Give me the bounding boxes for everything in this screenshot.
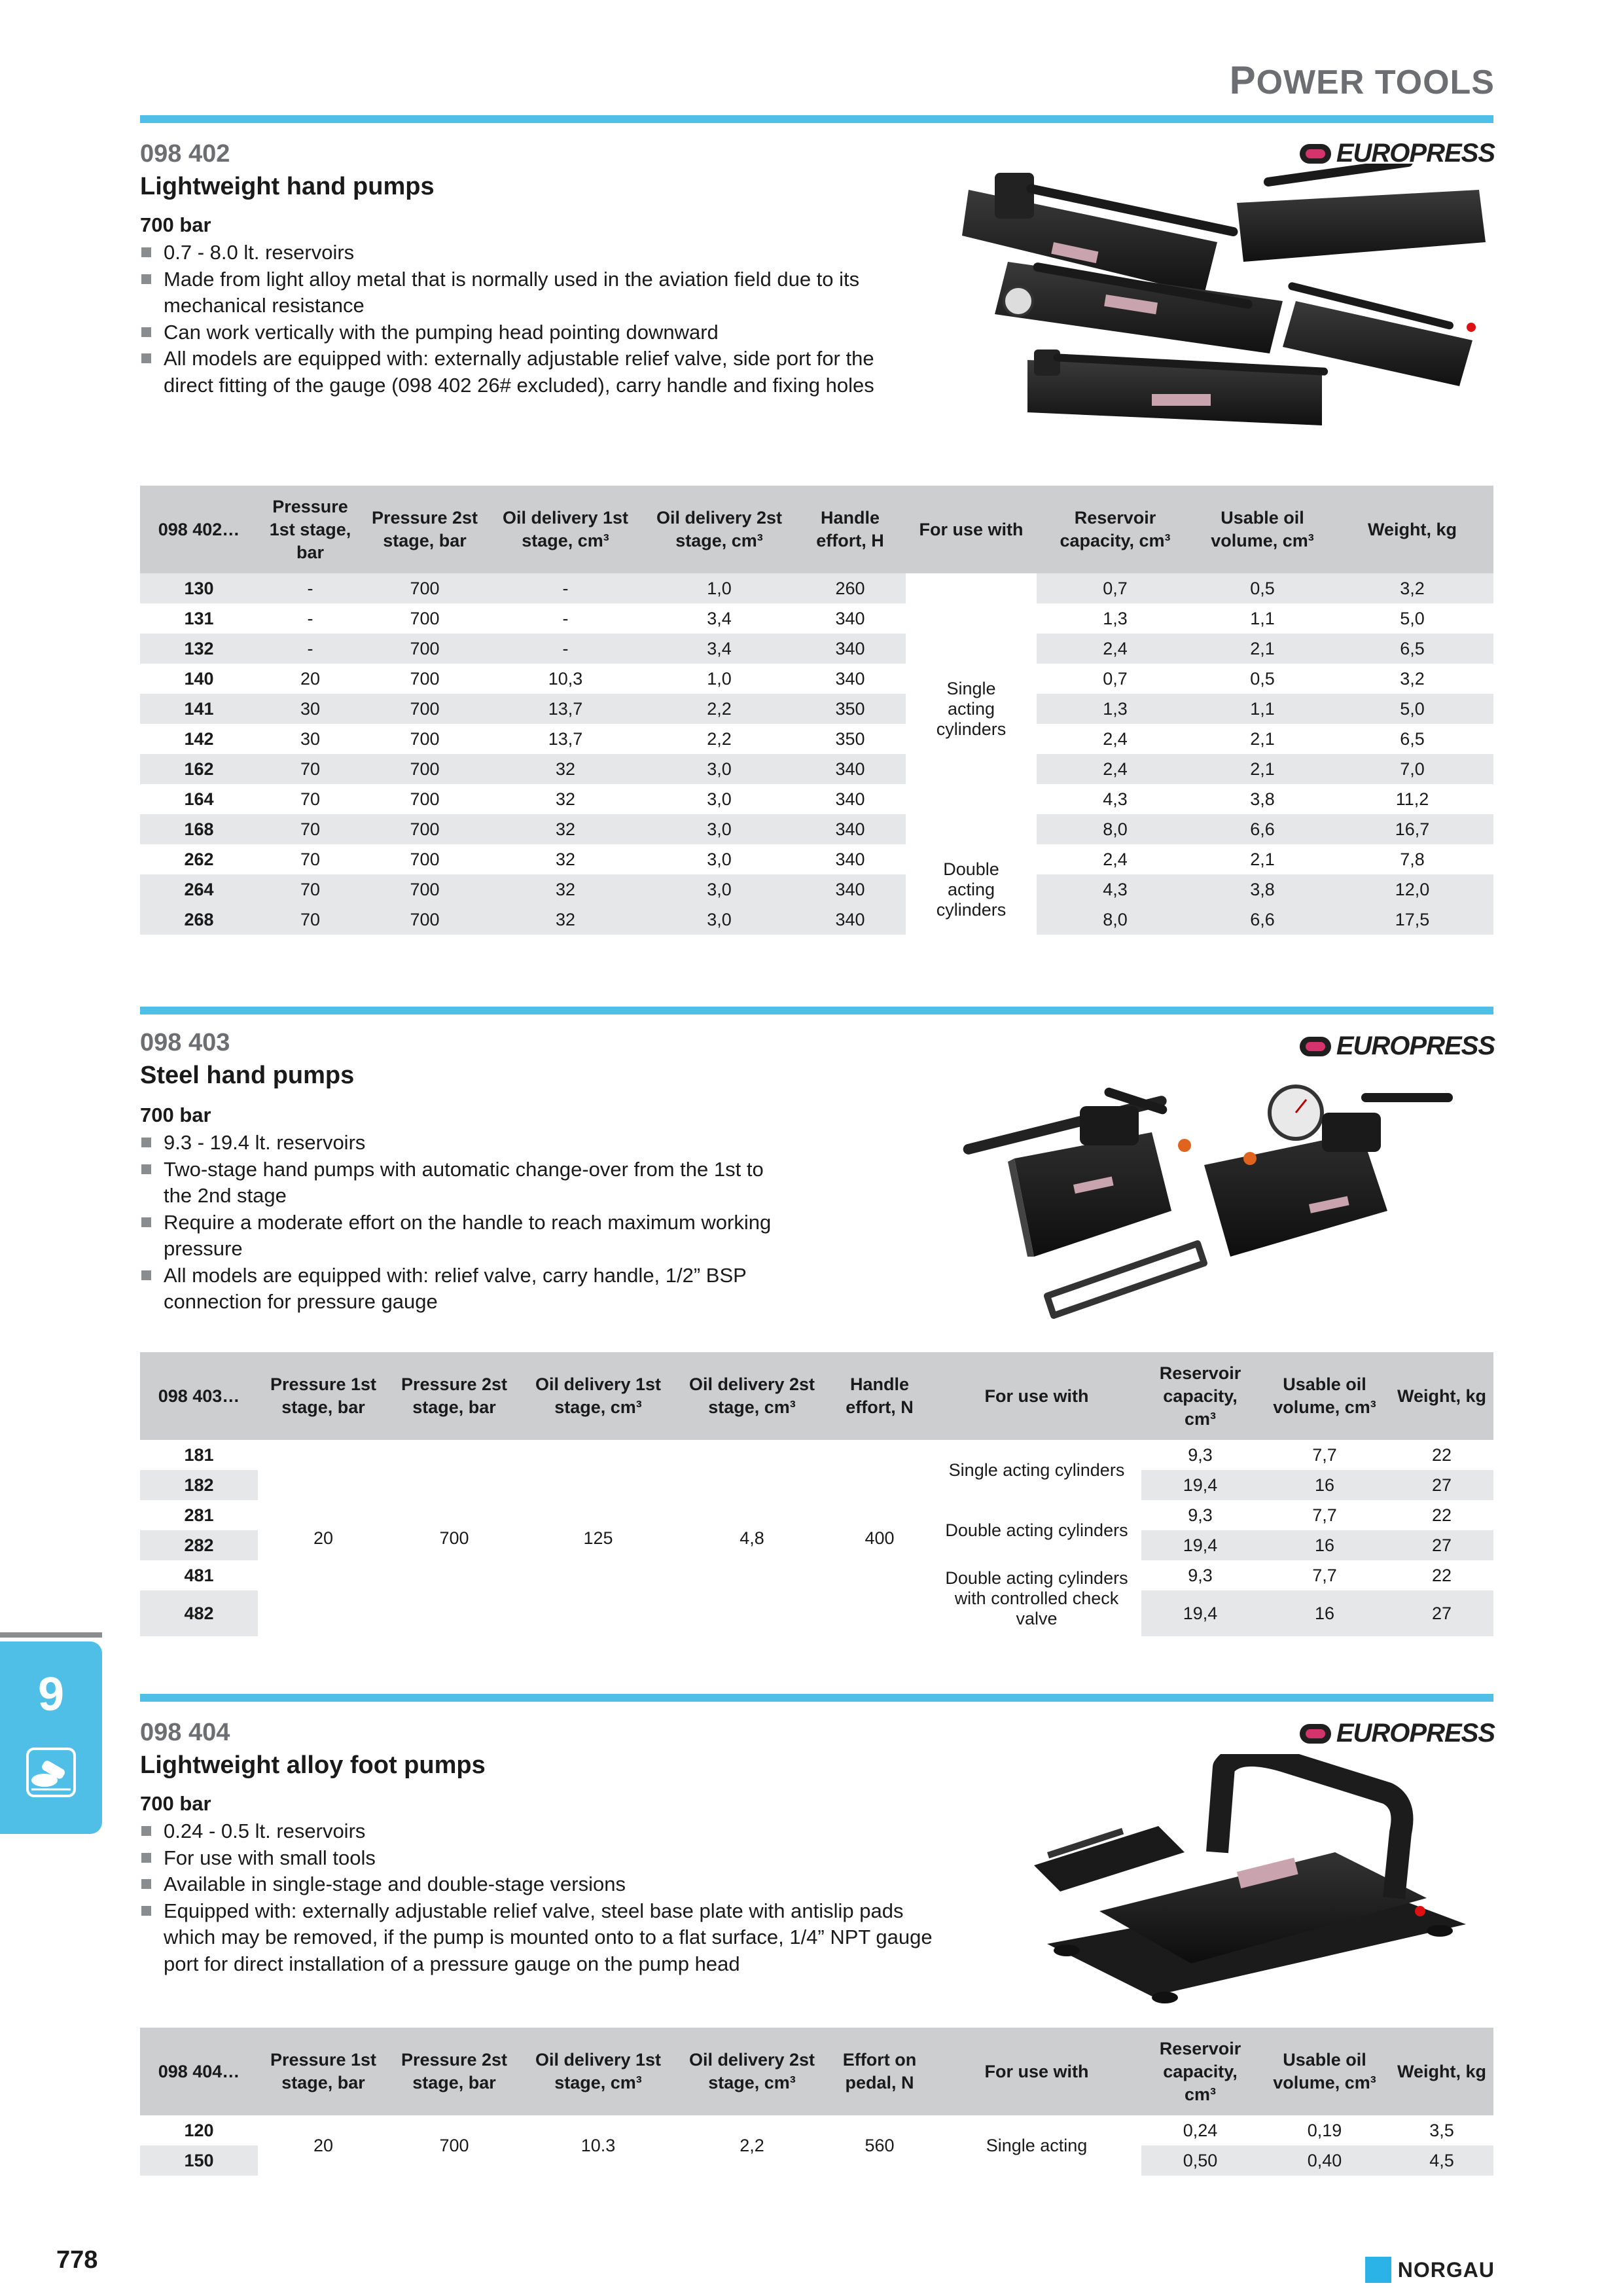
table-cell: 12,0 bbox=[1331, 874, 1493, 905]
table-cell: 19,4 bbox=[1141, 1530, 1259, 1560]
table-row bbox=[140, 844, 1493, 874]
table-cell: 700 bbox=[389, 2115, 520, 2176]
feature-item: All models are equipped with: externally adjustable relief valve, side port for the direct fitting of the gauge (098 402 26# excluded), carry handle and fixing holes bbox=[140, 346, 912, 399]
product-title: Steel hand pumps bbox=[140, 1062, 355, 1089]
product-code: 098 404 bbox=[140, 1719, 230, 1746]
table-cell: 7,7 bbox=[1312, 1444, 1337, 1465]
col-header: Handle effort, H bbox=[794, 486, 906, 573]
section-divider bbox=[140, 1007, 1493, 1014]
grinder-icon bbox=[25, 1746, 77, 1799]
table-cell: 7,8 bbox=[1400, 849, 1425, 869]
table-cell: 19,4 bbox=[1141, 1470, 1259, 1500]
product-code: 098 403 bbox=[140, 1029, 230, 1056]
spec-table-098-404 bbox=[140, 2028, 1493, 2176]
table-cell: 2,2 bbox=[677, 2115, 827, 2176]
table-cell: 27 bbox=[1390, 1590, 1493, 1636]
table-row bbox=[140, 573, 1493, 603]
table-cell: 5,0 bbox=[1331, 694, 1493, 724]
table-cell: 350 bbox=[835, 728, 865, 749]
col-header: For use with bbox=[932, 2028, 1141, 2115]
table-cell: 700 bbox=[410, 668, 440, 689]
product-title: Lightweight hand pumps bbox=[140, 173, 435, 200]
table-cell: 2,4 bbox=[1103, 849, 1128, 869]
europress-mark-icon bbox=[1300, 1037, 1331, 1056]
table-cell: 400 bbox=[827, 1440, 932, 1636]
use-with-cell: Single acting cylinders bbox=[932, 1440, 1141, 1500]
table-cell: 4,8 bbox=[677, 1440, 827, 1636]
table-cell: 7,7 bbox=[1312, 1565, 1337, 1585]
table-cell: 1,3 bbox=[1037, 694, 1194, 724]
table-cell: 560 bbox=[827, 2115, 932, 2176]
table-cell: 3,0 bbox=[707, 849, 732, 869]
table-cell: 70 bbox=[258, 754, 363, 784]
table-cell: 131 bbox=[184, 608, 214, 628]
norgau-mark-icon bbox=[1365, 2257, 1391, 2283]
table-cell: 700 bbox=[410, 728, 440, 749]
table-cell: 1,1 bbox=[1194, 694, 1331, 724]
table-cell: 182 bbox=[140, 1470, 258, 1500]
table-cell: 162 bbox=[140, 754, 258, 784]
table-cell: 3,0 bbox=[644, 905, 794, 935]
col-header: Weight, kg bbox=[1390, 2028, 1493, 2115]
table-cell: 168 bbox=[140, 814, 258, 844]
chapter-number: 9 bbox=[37, 1668, 65, 1721]
table-cell: 2,4 bbox=[1037, 754, 1194, 784]
table-cell: 5,0 bbox=[1400, 608, 1425, 628]
table-cell: - bbox=[307, 608, 313, 628]
table-row bbox=[140, 724, 1493, 754]
spec-table-098-402 bbox=[140, 486, 1493, 935]
col-header: 098 402… bbox=[140, 486, 258, 573]
table-cell: 700 bbox=[389, 1440, 520, 1636]
col-header: 098 403… bbox=[140, 1352, 258, 1440]
table-cell: 32 bbox=[487, 874, 644, 905]
table-cell: 32 bbox=[487, 754, 644, 784]
table-cell: 141 bbox=[140, 694, 258, 724]
table-row bbox=[140, 634, 1493, 664]
col-header: Pressure 1st stage, bar bbox=[258, 2028, 389, 2115]
table-cell: 181 bbox=[184, 1444, 214, 1465]
table-cell: 700 bbox=[363, 573, 487, 603]
feature-item: For use with small tools bbox=[140, 1845, 952, 1872]
table-cell: 264 bbox=[140, 874, 258, 905]
use-with-cell: Double acting cylinders with controlled check valve bbox=[932, 1560, 1141, 1636]
col-header: Reservoir capacity, cm³ bbox=[1141, 2028, 1259, 2115]
col-header: Pressure 1st stage, bar bbox=[258, 486, 363, 573]
pressure-rating: 700 bar bbox=[140, 1792, 211, 1815]
table-cell: 2,4 bbox=[1037, 634, 1194, 664]
table-row bbox=[140, 814, 1493, 844]
feature-item: 9.3 - 19.4 lt. reservoirs bbox=[140, 1130, 781, 1157]
table-cell: - bbox=[487, 634, 644, 664]
table-cell: 27 bbox=[1390, 1470, 1493, 1500]
col-header: Pressure 2st stage, bar bbox=[389, 2028, 520, 2115]
table-cell: 13,7 bbox=[548, 728, 583, 749]
col-header: Weight, kg bbox=[1390, 1352, 1493, 1440]
table-cell: 150 bbox=[140, 2145, 258, 2176]
feature-item: Two-stage hand pumps with automatic change-over from the 1st to the 2nd stage bbox=[140, 1157, 781, 1210]
table-cell: 6,5 bbox=[1400, 728, 1425, 749]
table-cell: 140 bbox=[184, 668, 214, 689]
table-cell: 3,0 bbox=[644, 874, 794, 905]
table-cell: 120 bbox=[184, 2120, 214, 2140]
table-cell: 22 bbox=[1431, 1505, 1452, 1525]
col-header: Pressure 2st stage, bar bbox=[363, 486, 487, 573]
pressure-rating: 700 bar bbox=[140, 1103, 211, 1126]
table-row bbox=[140, 754, 1493, 784]
table-row bbox=[140, 664, 1493, 694]
table-cell: 1,0 bbox=[644, 573, 794, 603]
feature-item: All models are equipped with: relief valve, carry handle, 1/2” BSP connection for pressure gauge bbox=[140, 1263, 781, 1316]
table-cell: 2,2 bbox=[707, 728, 732, 749]
feature-item: Available in single-stage and double-stage versions bbox=[140, 1871, 952, 1898]
col-header: Oil delivery 2st stage, cm³ bbox=[644, 486, 794, 573]
col-header: Pressure 2st stage, bar bbox=[389, 1352, 520, 1440]
table-cell: 282 bbox=[140, 1530, 258, 1560]
table-cell: 340 bbox=[794, 905, 906, 935]
feature-item: Can work vertically with the pumping head pointing downward bbox=[140, 319, 912, 346]
col-header: Pressure 1st stage, bar bbox=[258, 1352, 389, 1440]
table-cell: 13,7 bbox=[487, 694, 644, 724]
hand-pumps-photo bbox=[955, 164, 1492, 445]
table-cell: 700 bbox=[410, 849, 440, 869]
table-cell: 2,1 bbox=[1194, 634, 1331, 664]
foot-pump-photo bbox=[1021, 1754, 1479, 2016]
table-cell: 3,4 bbox=[644, 634, 794, 664]
table-cell: 700 bbox=[363, 874, 487, 905]
table-cell: 164 bbox=[184, 789, 214, 809]
table-cell: 268 bbox=[140, 905, 258, 935]
table-cell: 340 bbox=[794, 874, 906, 905]
feature-list bbox=[140, 1130, 781, 1316]
table-cell: 4,3 bbox=[1037, 874, 1194, 905]
europress-mark-icon bbox=[1300, 144, 1331, 164]
table-cell: 9,3 bbox=[1188, 1505, 1213, 1525]
table-cell: 1,1 bbox=[1250, 608, 1275, 628]
table-cell: 125 bbox=[520, 1440, 677, 1636]
table-cell: 0,7 bbox=[1037, 573, 1194, 603]
table-cell: 3,2 bbox=[1331, 573, 1493, 603]
table-cell: 22 bbox=[1431, 1565, 1452, 1585]
feature-item: Made from light alloy metal that is normally used in the aviation field due to its mechanical resistance bbox=[140, 266, 912, 319]
feature-item: 0.7 - 8.0 lt. reservoirs bbox=[140, 240, 912, 266]
table-cell: 6,6 bbox=[1194, 814, 1331, 844]
table-cell: 0,7 bbox=[1103, 668, 1128, 689]
col-header: Oil delivery 1st stage, cm³ bbox=[487, 486, 644, 573]
table-cell: 2,2 bbox=[644, 694, 794, 724]
spec-table-098-403 bbox=[140, 1352, 1493, 1636]
table-cell: 2,1 bbox=[1250, 728, 1275, 749]
chapter-tab[interactable] bbox=[0, 1641, 102, 1834]
table-cell: - bbox=[562, 608, 569, 628]
col-header: Handle effort, N bbox=[827, 1352, 932, 1440]
use-with-cell: Single acting bbox=[932, 2115, 1141, 2176]
table-cell: 340 bbox=[835, 608, 865, 628]
table-cell: 2,1 bbox=[1250, 849, 1275, 869]
product-code: 098 402 bbox=[140, 140, 230, 168]
table-cell: 6,5 bbox=[1331, 634, 1493, 664]
table-row bbox=[140, 905, 1493, 935]
table-row bbox=[140, 784, 1493, 814]
table-cell: 0,24 bbox=[1183, 2120, 1218, 2140]
table-cell: 11,2 bbox=[1395, 789, 1429, 809]
table-cell: 700 bbox=[410, 789, 440, 809]
table-cell: 27 bbox=[1390, 1530, 1493, 1560]
table-cell: 340 bbox=[794, 814, 906, 844]
table-cell: 0,5 bbox=[1194, 573, 1331, 603]
feature-item: Equipped with: externally adjustable relief valve, steel base plate with antislip pads which may be removed, if the pump is mounted onto to a flat surface, 1/4” NPT gauge port for direct installation of a pressure gauge on the pump head bbox=[140, 1898, 952, 1978]
europress-logo: EUROPRESS bbox=[1300, 139, 1495, 168]
table-cell: 10.3 bbox=[520, 2115, 677, 2176]
table-cell: 30 bbox=[300, 728, 321, 749]
section-title: POWER TOOLS bbox=[1229, 58, 1495, 102]
table-cell: 2,4 bbox=[1103, 728, 1128, 749]
table-cell: 16 bbox=[1259, 1590, 1390, 1636]
table-row bbox=[140, 1440, 1493, 1470]
table-cell: - bbox=[258, 573, 363, 603]
use-with-cell: Single acting cylinders bbox=[906, 573, 1037, 844]
table-cell: 19,4 bbox=[1141, 1590, 1259, 1636]
table-cell: 3,0 bbox=[707, 789, 732, 809]
table-cell: 20 bbox=[258, 1440, 389, 1636]
table-cell: 4,3 bbox=[1103, 789, 1128, 809]
europress-logo: EUROPRESS bbox=[1300, 1719, 1495, 1748]
table-row bbox=[140, 874, 1493, 905]
table-cell: 700 bbox=[363, 905, 487, 935]
table-cell: 3,0 bbox=[644, 814, 794, 844]
use-with-cell: Double acting cylinders bbox=[906, 844, 1037, 935]
norgau-logo: NORGAU bbox=[1365, 2257, 1495, 2283]
table-cell: 20 bbox=[300, 668, 321, 689]
table-cell: 481 bbox=[184, 1565, 214, 1585]
col-header: Oil delivery 1st stage, cm³ bbox=[520, 1352, 677, 1440]
use-with-cell: Double acting cylinders bbox=[932, 1500, 1141, 1560]
table-cell: 350 bbox=[794, 694, 906, 724]
feature-list bbox=[140, 240, 912, 399]
table-cell: 482 bbox=[140, 1590, 258, 1636]
table-cell: 32 bbox=[555, 849, 576, 869]
table-cell: 70 bbox=[300, 789, 321, 809]
col-header: Reservoir capacity, cm³ bbox=[1141, 1352, 1259, 1440]
table-cell: 0,40 bbox=[1259, 2145, 1390, 2176]
table-row bbox=[140, 603, 1493, 634]
table-cell: 70 bbox=[258, 905, 363, 935]
col-header: Oil delivery 2st stage, cm³ bbox=[677, 2028, 827, 2115]
table-cell: 7,0 bbox=[1331, 754, 1493, 784]
table-cell: 340 bbox=[794, 754, 906, 784]
table-cell: 30 bbox=[258, 694, 363, 724]
col-header: Usable oil volume, cm³ bbox=[1194, 486, 1331, 573]
col-header: 098 404… bbox=[140, 2028, 258, 2115]
product-title: Lightweight alloy foot pumps bbox=[140, 1751, 486, 1779]
col-header: Usable oil volume, cm³ bbox=[1259, 1352, 1390, 1440]
table-cell: 700 bbox=[363, 754, 487, 784]
table-cell: 0,19 bbox=[1307, 2120, 1342, 2140]
table-cell: 3,8 bbox=[1250, 789, 1275, 809]
europress-mark-icon bbox=[1300, 1724, 1331, 1744]
table-cell: 3,0 bbox=[644, 754, 794, 784]
table-cell: 7,7 bbox=[1312, 1505, 1337, 1525]
table-cell: 9,3 bbox=[1188, 1444, 1213, 1465]
table-cell: 3,8 bbox=[1194, 874, 1331, 905]
table-cell: 70 bbox=[258, 814, 363, 844]
table-cell: 340 bbox=[794, 634, 906, 664]
table-cell: 4,5 bbox=[1390, 2145, 1493, 2176]
table-cell: 16 bbox=[1259, 1530, 1390, 1560]
table-cell: 8,0 bbox=[1037, 905, 1194, 935]
table-row bbox=[140, 694, 1493, 724]
table-cell: 340 bbox=[835, 849, 865, 869]
table-cell: 16,7 bbox=[1331, 814, 1493, 844]
table-cell: 32 bbox=[555, 789, 576, 809]
table-cell: 8,0 bbox=[1037, 814, 1194, 844]
feature-item: Require a moderate effort on the handle to reach maximum working pressure bbox=[140, 1210, 781, 1263]
table-cell: 1,3 bbox=[1103, 608, 1128, 628]
table-cell: 260 bbox=[794, 573, 906, 603]
table-cell: 1,0 bbox=[707, 668, 732, 689]
table-cell: 17,5 bbox=[1331, 905, 1493, 935]
table-cell: 32 bbox=[487, 814, 644, 844]
col-header: Weight, kg bbox=[1331, 486, 1493, 573]
col-header: Oil delivery 2st stage, cm³ bbox=[677, 1352, 827, 1440]
table-cell: - bbox=[487, 573, 644, 603]
table-cell: 70 bbox=[258, 874, 363, 905]
feature-list bbox=[140, 1818, 952, 1977]
table-cell: 132 bbox=[140, 634, 258, 664]
europress-logo: EUROPRESS bbox=[1300, 1031, 1495, 1061]
col-header: For use with bbox=[906, 486, 1037, 573]
table-cell: 700 bbox=[363, 694, 487, 724]
steel-pumps-photo bbox=[955, 1060, 1492, 1335]
table-cell: 700 bbox=[363, 634, 487, 664]
table-cell: 3,2 bbox=[1400, 668, 1425, 689]
table-cell: 0,50 bbox=[1141, 2145, 1259, 2176]
table-row bbox=[140, 2115, 1493, 2145]
table-cell: 2,1 bbox=[1194, 754, 1331, 784]
table-cell: 0,5 bbox=[1250, 668, 1275, 689]
table-cell: 340 bbox=[835, 789, 865, 809]
table-cell: 3,5 bbox=[1429, 2120, 1454, 2140]
table-cell: 9,3 bbox=[1188, 1565, 1213, 1585]
page-number: 778 bbox=[56, 2246, 98, 2274]
col-header: Oil delivery 1st stage, cm³ bbox=[520, 2028, 677, 2115]
section-divider bbox=[140, 1694, 1493, 1702]
table-cell: 262 bbox=[184, 849, 214, 869]
table-cell: 16 bbox=[1259, 1470, 1390, 1500]
pressure-rating: 700 bar bbox=[140, 213, 211, 236]
col-header: Reservoir capacity, cm³ bbox=[1037, 486, 1194, 573]
col-header: For use with bbox=[932, 1352, 1141, 1440]
table-cell: 6,6 bbox=[1194, 905, 1331, 935]
table-cell: 340 bbox=[835, 668, 865, 689]
table-cell: 130 bbox=[140, 573, 258, 603]
table-cell: 70 bbox=[300, 849, 321, 869]
table-cell: 22 bbox=[1431, 1444, 1452, 1465]
col-header: Effort on pedal, N bbox=[827, 2028, 932, 2115]
section-divider bbox=[140, 115, 1493, 123]
table-cell: 142 bbox=[184, 728, 214, 749]
table-cell: 20 bbox=[258, 2115, 389, 2176]
col-header: Usable oil volume, cm³ bbox=[1259, 2028, 1390, 2115]
chapter-tab-rule bbox=[0, 1632, 102, 1638]
table-cell: 700 bbox=[363, 814, 487, 844]
table-cell: - bbox=[258, 634, 363, 664]
table-cell: 10,3 bbox=[548, 668, 583, 689]
table-cell: 281 bbox=[184, 1505, 214, 1525]
table-cell: 700 bbox=[410, 608, 440, 628]
table-cell: 3,4 bbox=[707, 608, 732, 628]
table-cell: 32 bbox=[487, 905, 644, 935]
feature-item: 0.24 - 0.5 lt. reservoirs bbox=[140, 1818, 952, 1845]
